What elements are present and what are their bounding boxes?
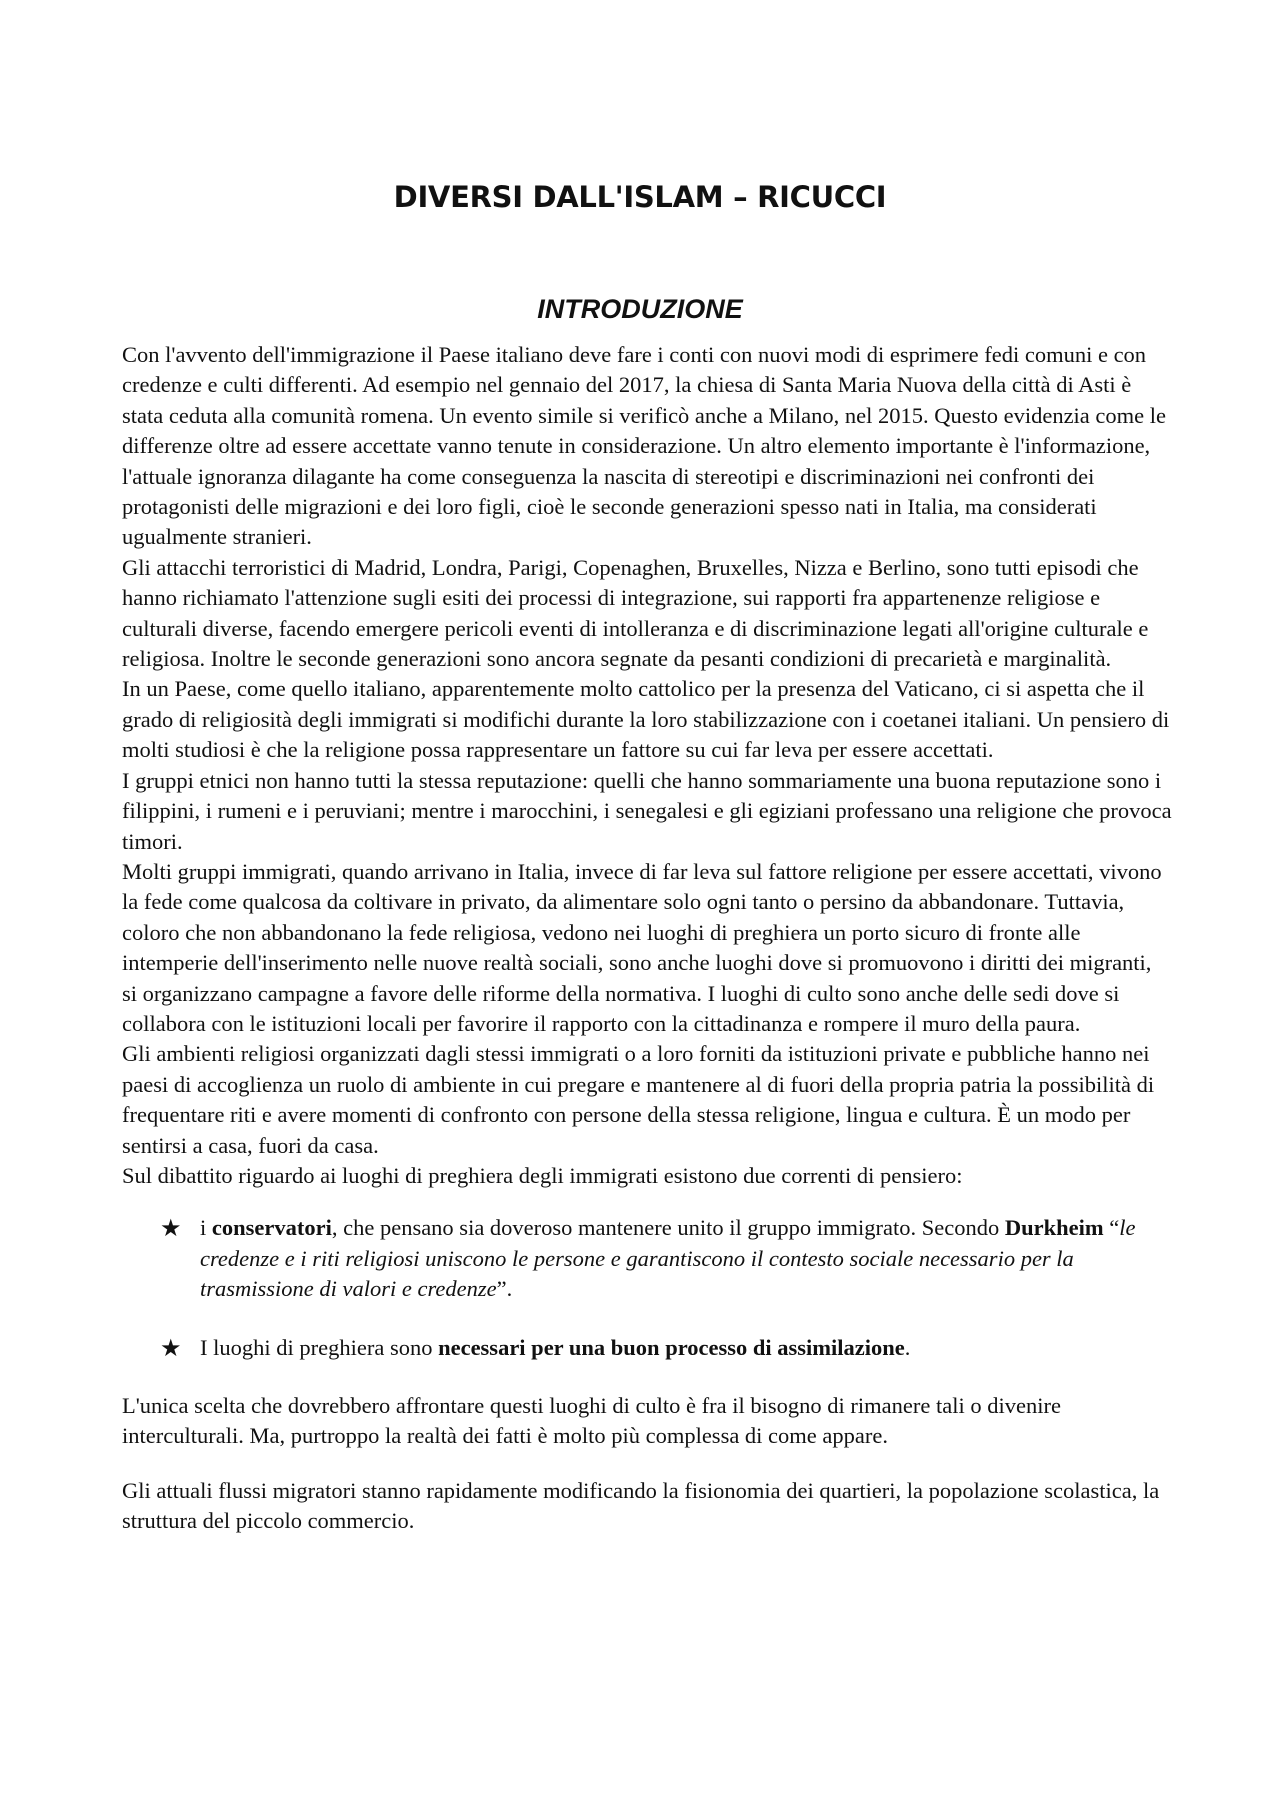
paragraph: In un Paese, come quello italiano, apparentemente molto cattolico per la presenza del Vaticano, ci si aspetta che il grado di religiosità degli immigrati si modifichi durante la loro stabilizzazione con i coetanei italiani. Un pensiero di molti studiosi è che la religione possa rappresentare un fattore su cui far leva per essere accettati.	[122, 676, 1170, 763]
bullet-text: .	[904, 1334, 911, 1360]
paragraph: Con l'avvento dell'immigrazione il Paese italiano deve fare i conti con nuovi modi di esprimere fedi comuni e con credenze e culti differenti. Ad esempio nel gennaio del 2017, la chiesa di Santa Maria Nuova della città di Asti è stata ceduta alla comunità romena. Un evento simile si verificò anche a Milano, nel 2015. Questo evidenzia come le differenze oltre ad essere accettate vanno tenute in considerazione. Un altro elemento importante è l'informazione, l'attuale ignoranza dilagante ha come conseguenza la nascita di stereotipi e discriminazioni nei confronti dei protagonisti delle migrazioni e dei loro figli, cioè le seconde generazioni spesso nati in Italia, ma considerati ugualmente stranieri.	[122, 342, 1167, 550]
bullet-item	[122, 1213, 1172, 1304]
bullet-item	[122, 1333, 1172, 1363]
bullet-bold-text: necessari per una buon processo di assimilazione	[438, 1334, 905, 1360]
bullet-list	[122, 1213, 1172, 1363]
document-body	[122, 340, 1172, 1537]
star-bullet-icon: ★	[160, 1333, 182, 1362]
paragraph: Gli attuali flussi migratori stanno rapidamente modificando la fisionomia dei quartieri, la popolazione scolastica, la struttura del piccolo commercio.	[122, 1477, 1160, 1534]
paragraph: Gli ambienti religiosi organizzati dagli stessi immigrati o a loro forniti da istituzioni private e pubbliche hanno nei paesi di accoglienza un ruolo di ambiente in cui pregare e mantenere al di fuori della propria patria la possibilità di frequentare riti e avere momenti di confronto con persone della stessa religione, lingua e cultura. È un modo per sentirsi a casa, fuori da casa.	[122, 1041, 1155, 1158]
paragraph: Sul dibattito riguardo ai luoghi di preghiera degli immigrati esistono due correnti di pensiero:	[122, 1162, 963, 1188]
star-bullet-icon: ★	[160, 1214, 182, 1243]
bullet-quote: le credenze e i riti religiosi uniscono le persone e garantiscono il contesto sociale necessario per la trasmissione di valori e credenze	[200, 1215, 1136, 1302]
bullet-bold-author: Durkheim	[1004, 1215, 1104, 1241]
bullet-bold-text: conservatori	[211, 1215, 332, 1241]
paragraph: Molti gruppi immigrati, quando arrivano in Italia, invece di far leva sul fattore religione per essere accettati, vivono la fede come qualcosa da coltivare in privato, da alimentare solo ogni tanto o persino da abbandonare. Tuttavia, coloro che non abbandonano la fede religiosa, vedono nei luoghi di preghiera un porto sicuro di fronte alle intemperie dell'inserimento nelle nuove realtà sociali, sono anche luoghi dove si promuovono i diritti dei migranti, si organizzano campagne a favore delle riforme della normativa. I luoghi di culto sono anche delle sedi dove si collabora con le istituzioni locali per favorire il rapporto con la cittadinanza e rompere il muro della paura.	[122, 858, 1162, 1036]
spacer	[122, 1452, 1172, 1476]
bullet-text: i	[200, 1215, 212, 1241]
bullet-text: I luoghi di preghiera sono	[200, 1334, 439, 1360]
paragraph: Gli attacchi terroristici di Madrid, Londra, Parigi, Copenaghen, Bruxelles, Nizza e Berlino, sono tutti episodi che hanno richiamato l'attenzione sugli esiti dei processi di integrazione, sui rapporti fra appartenenze religiose e culturali diverse, facendo emergere pericoli eventi di intolleranza e di discriminazione legati all'origine culturale e religiosa. Inoltre le seconde generazioni sono ancora segnate da pesanti condizioni di precarietà e marginalità.	[122, 554, 1149, 672]
paragraph: I gruppi etnici non hanno tutti la stessa reputazione: quelli che hanno sommariamente una buona reputazione sono i filippini, i rumeni e i peruviani; mentre i marocchini, i senegalesi e gli egiziani professano una religione che provoca timori.	[122, 767, 1172, 854]
quote-mark: ”.	[496, 1276, 513, 1302]
bullet-text: , che pensano sia doveroso mantenere unito il gruppo immigrato. Secondo	[331, 1215, 1005, 1241]
paragraph: L'unica scelta che dovrebbero affrontare questi luoghi di culto è fra il bisogno di rimanere tali o divenire interculturali. Ma, purtroppo la realtà dei fatti è molto più complessa di come appare.	[122, 1393, 1061, 1449]
section-title: INTRODUZIONE	[537, 294, 743, 324]
document-title: DIVERSI DALL'ISLAM – RICUCCI	[393, 180, 887, 214]
quote-mark: “	[1103, 1215, 1120, 1241]
